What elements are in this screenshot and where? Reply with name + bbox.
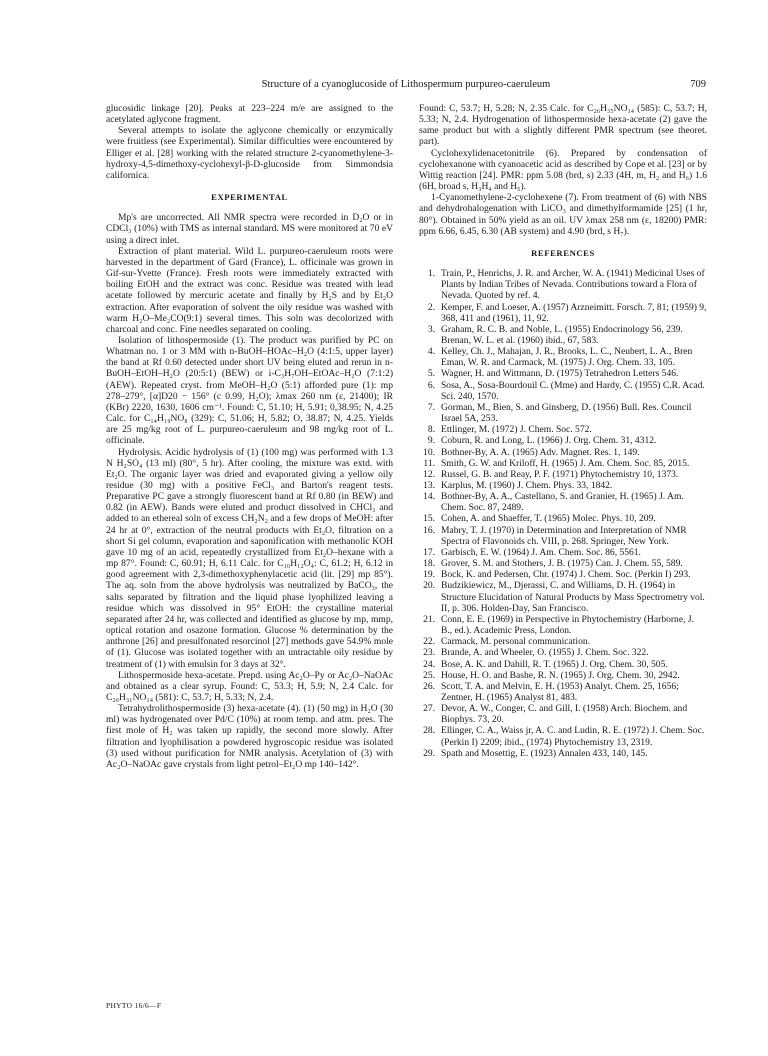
reference-item	[419, 302, 707, 324]
reference-item	[419, 725, 707, 747]
reference-item	[419, 380, 707, 402]
reference-text: Smith, G. W. and Kriloff, H. (1965) J. Am. Chem. Soc. 85, 2015.	[441, 457, 690, 469]
experimental-paragraph: Isolation of lithospermoside (1). The product was purified by PC on Whatman no. 1 or 3 MM with n-BuOH–HOAc–H₂O (4:1:5, upper layer) the band at Rf 0.60 detected under short UV being eluted and rerun in n-BuOH–EtOH–H₂O (20:5:1) (BEW) or i-C₃H₇OH–EtOAc–H₂O (7:1:2) (AEW). Repeated cryst. from MeOH–H₂O (5:1) afforded pure (1): mp 278–279°, [α]D20 − 156° (c 0.99, H₂O); λmax 260 nm (ε, 21400); IR (KBr) 2220, 1630, 1606 cm⁻¹. Found: C, 51.10; H, 5.91; 0,38.95; N, 4.25 Calc. for C₁₄H₁₉NO₈ (329): C, 51.06; H, 5.82; O, 38.87; N, 4.25. Yields are 25 mg/kg root of L. purpureo-caeruleum and 98 mg/kg root of L. officinale.	[106, 334, 393, 447]
reference-number: 23.	[423, 647, 435, 659]
experimental-paragraph: Tetrahydrolithospermoside (3) hexa-acetate (4). (1) (50 mg) in H₂O (30 ml) was hydrogenated over Pd/C (10%) at room temp. and atm. pres. The first mole of H₂ was taken up rapidly, the second more slowly. After filtration and lyophilisation a powdered hygroscopic residue was isolated (3) used without purification for NMR analysis. Acetylation of (3) with Ac₂O–NaOAc gave crystals from light petrol–Et₂O mp 140–142°.	[106, 703, 393, 770]
reference-number: 28.	[423, 725, 435, 737]
reference-text: Conn, E. E. (1969) in Perspective in Phytochemistry (Harborne, J. B., ed.). Academic Press, London.	[441, 613, 694, 637]
experimental-paragraph: Extraction of plant material. Wild L. purpureo-caeruleum roots were harvested in the department of Gard (France), L. officinale was grown in Gif-sur-Yvette (France). Fresh roots were immediately extracted with boiling EtOH and the extract was conc. Residue was treated with lead acetate followed by mercuric acetate and finally by H₂S and by Et₂O extraction. After evaporation of solvent the oily residue was washed with warm H₂O–Me₂CO(9:1) several times. This soln was decolorized with charcoal and conc. Fine needles separated on cooling.	[106, 245, 393, 335]
reference-number: 27.	[423, 703, 435, 715]
reference-text: Spath and Mosettig, E. (1923) Annalen 433, 140, 145.	[441, 747, 648, 759]
reference-number: 11.	[423, 457, 435, 469]
reference-number: 10.	[423, 446, 435, 458]
reference-text: Ettlinger, M. (1972) J. Chem. Soc. 572.	[441, 424, 592, 436]
reference-list	[419, 268, 707, 759]
reference-text: Kemper, F. and Loeser, A. (1957) Arzneimitt. Forsch. 7, 81; (1959) 9, 368, 411 and (1961), 11, 92.	[441, 301, 707, 324]
reference-number: 14.	[423, 491, 435, 503]
body-paragraph: glucosidic linkage [20]. Peaks at 223–224 m/e are assigned to the acetylated aglycone fragment.	[106, 103, 393, 126]
reference-item	[419, 491, 707, 513]
reference-item	[419, 580, 707, 613]
reference-number: 2.	[427, 301, 435, 313]
reference-number: 22.	[423, 636, 435, 648]
reference-item	[419, 447, 707, 458]
reference-item	[419, 402, 707, 424]
reference-item	[419, 268, 707, 301]
reference-item	[419, 681, 707, 703]
reference-number: 7.	[427, 401, 435, 413]
reference-number: 15.	[423, 513, 435, 525]
reference-number: 6.	[427, 379, 435, 391]
reference-number: 25.	[423, 669, 435, 681]
reference-item	[419, 513, 707, 524]
footer-code: PHYTO 16/6—F	[106, 1001, 162, 1010]
references-heading: REFERENCES	[531, 247, 595, 258]
reference-item	[419, 647, 707, 658]
experimental-heading: EXPERIMENTAL	[211, 192, 288, 203]
reference-number: 9.	[427, 435, 435, 447]
reference-number: 13.	[423, 480, 435, 491]
reference-item	[419, 558, 707, 569]
reference-item	[419, 424, 707, 435]
reference-text: Russel, G. B. and Reay, P. F. (1971) Phytochemistry 10, 1373.	[441, 468, 679, 480]
reference-item	[419, 525, 707, 547]
reference-number: 17.	[423, 546, 435, 558]
body-paragraph: 1-Cyanomethylene-2-cyclohexene (7). From treatment of (6) with NBS and dehydrohalogenation with LiCO₃ and dimethylformamide [25] (1 hr, 80°). Obtained in 50% yield as an oil. UV λmax 258 nm (ε, 18200) PMR: ppm 6.66, 6.45, 6.30 (AB system) and 4.90 (brd, s H₇).	[419, 192, 707, 237]
reference-item	[419, 703, 707, 725]
reference-text: Devor, A. W., Conger, C. and Gill, I. (1958) Arch. Biochem. and Biophys. 73, 20.	[441, 703, 688, 726]
reference-text: Graham, R. C. B. and Noble, L. (1955) Endocrinology 56, 239. Brenan, W. L. et al. (1960) ibid., 67, 583.	[441, 323, 683, 346]
reference-number: 20.	[423, 580, 435, 592]
reference-text: Garbisch, E. W. (1964) J. Am. Chem. Soc. 86, 5561.	[441, 546, 641, 558]
reference-item	[419, 748, 707, 759]
body-paragraph: Found: C, 53.7; H, 5.28; N, 2.35 Calc. for C₂₆H₃₅NO₁₄ (585): C, 53.7; H, 5.33; N, 2.4. Hydrogenation of lithospermoside hexa-acetate (2) gave the same product but with a slightly different PMR spectrum (see theoret. part).	[419, 103, 707, 148]
reference-item	[419, 435, 707, 446]
reference-text: Wagner, H. and Wittmann, D. (1975) Tetrahedron Letters 546.	[441, 368, 679, 380]
running-header	[106, 79, 706, 93]
experimental-paragraph: Lithospermoside hexa-acetate. Prepd. using Ac₂O–Py or Ac₂O–NaOAc and obtained as a clear syrup. Found: C, 53.3; H, 5.9; N, 2.4 Calc. for C₂₆H₃₁NO₁₄ (581): C, 53.7; H, 5.33; N, 2.4.	[106, 669, 393, 703]
reference-text: Gorman, M., Bien, S. and Ginsberg, D. (1956) Bull. Res. Council Israel 5A, 253.	[441, 401, 692, 425]
reference-number: 5.	[427, 368, 435, 380]
reference-number: 4.	[427, 346, 435, 358]
reference-text: House, H. O. and Bashe, R. N. (1965) J. Org. Chem. 30, 2942.	[441, 669, 680, 681]
body-paragraph: Several attempts to isolate the aglycone chemically or enzymically were fruitless (see Experimental). Similar difficulties were encountered by Elliger et al. [28] working with the related structure 2-cyanomethylene-3-hydroxy-4,5-dimethoxy-cyclohexyl-β-D-glucoside from Simmondsia californica.	[106, 125, 393, 181]
reference-item	[419, 659, 707, 670]
left-column	[106, 103, 393, 770]
reference-text: Train, P., Henrichs, J. R. and Archer, W. A. (1941) Medicinal Uses of Plants by Indian Tribes of Nevada. Contributions toward a Flora of Nevada. Quoted by ref. 4.	[441, 268, 705, 302]
experimental-paragraph: Hydrolysis. Acidic hydrolysis of (1) (100 mg) was performed with 1.3 N H₂SO₄ (13 ml) (80°, 5 hr). After cooling, the mixture was extd. with Et₂O. The organic layer was dried and evaporated giving a yellow oily residue (30 mg) with a positive FeCl₃ and Barton's reagent tests. Preparative PC gave a strongly fluorescent band at Rf 0.80 (in BEW) and 0.82 (in AEW). Bands were eluted and product dissolved in CHCl₃ and added to an ethereal soln of excess CH₂N₂ and a few drops of MeOH: after 24 hr at 0°, extraction of the neutral products with Et₂O, filtration on a short Si gel column, evaporation and saponification with methanolic KOH gave 10 mg of an acid, repeatedly crystallized from Et₂O–hexane with a mp 87°. Found: C, 60.91; H, 6.11 Calc. for C₁₀H₁₂O₄: C, 61.2; H, 6.12 in good agreement with 2,3-dimethoxyphenylacetic acid (lit. [29] mp 85°). The aq. soln from the above hydrolysis was neutralized by BaCO₃, the salts separated by filtration and the liquid phase lyophilized leaving a residue which was dissolved in 95° EtOH: the crystalline material separated after 24 hr, was collected and identified as glucose by mp, mmp, optical rotation and osazone formation. Glucose % determination by the anthrone [26] and presulfonated resorcinol [27] methods gave 54.9% mole of (1). Glucose was isolated together with an untractable oily residue by treatment of (1) with emulsin for 3 days at 32°.	[106, 446, 393, 670]
reference-item	[419, 368, 707, 379]
reference-item	[419, 614, 707, 636]
body-paragraph: Cyclohexylidenacetonitrile (6). Prepared by condensation of cyclohexanone with cyanoacetic acid as described by Cope et al. [23] or by Wittig reaction [24]. PMR: ppm 5.08 (brd, s) 2.33 (4H, m, H₂ and H₆) 1.6 (6H, broad s, H₃H₄ and H₅).	[419, 147, 707, 193]
reference-number: 19.	[423, 569, 435, 581]
reference-number: 24.	[423, 658, 435, 670]
reference-item	[419, 636, 707, 647]
reference-text: Carmack, M. personal communication.	[441, 636, 590, 648]
reference-number: 21.	[423, 613, 435, 625]
reference-text: Bothner-By, A. A. (1965) Adv. Magnet. Res. 1, 149.	[441, 446, 640, 458]
reference-item	[419, 569, 707, 580]
reference-number: 12.	[423, 468, 435, 480]
reference-item	[419, 469, 707, 480]
reference-number: 18.	[423, 558, 435, 570]
reference-item	[419, 324, 707, 346]
reference-number: 16.	[423, 524, 435, 536]
reference-text: Cohen, A. and Shaeffer, T. (1965) Molec. Phys. 10, 209.	[441, 513, 656, 525]
reference-item	[419, 480, 707, 491]
reference-item	[419, 346, 707, 368]
page-number: 709	[690, 79, 706, 90]
experimental-paragraph: Mp's are uncorrected. All NMR spectra were recorded in D₂O or in CDCl₃ (10%) with TMS as internal standard. MS were monitored at 70 eV using a direct inlet.	[106, 212, 393, 246]
reference-number: 29.	[423, 747, 435, 759]
reference-item	[419, 547, 707, 558]
running-title: Structure of a cyanoglucoside of Lithospermum purpureo-caeruleum	[261, 79, 551, 90]
reference-item	[419, 670, 707, 681]
reference-text: Budzikiewicz, M., Djerassi, C. and Williams, D. H. (1964) in Structure Elucidation of Natural Products by Mass Spectrometry vol. II, p. 306. Holden-Day, San Francisco.	[441, 580, 705, 614]
reference-number: 26.	[423, 680, 435, 692]
reference-text: Kelley, Ch. J., Mahajan, J. R., Brooks, L. C., Neubert, L. A., Bren Eman, W. R. and Carmack, M. (1975) J. Org. Chem. 33, 105.	[441, 346, 693, 369]
reference-number: 3.	[427, 323, 435, 335]
reference-text: Bothner-By, A. A., Castellano, S. and Granier, H. (1965) J. Am. Chem. Soc. 87, 2489.	[441, 491, 684, 514]
reference-text: Bose, A. K. and Dahill, R. T. (1965) J. Org. Chem. 30, 505.	[441, 658, 668, 670]
reference-text: Mabry, T. J. (1970) in Determination and Interpretation of NMR Spectra of Flavonoids ch. VIII, p. 268. Springer, New York.	[441, 524, 687, 547]
reference-number: 8.	[427, 424, 435, 436]
reference-text: Ellinger, C. A., Waiss jr, A. C. and Ludin, R. E. (1972) J. Chem. Soc. (Perkin I) 2209; ibid., (1974) Phytochemistry 13, 2319.	[441, 725, 705, 748]
reference-text: Grover, S. M. and Stothers, J. B. (1975) Can. J. Chem. 55, 589.	[441, 558, 683, 570]
reference-text: Bock, K. and Pedersen, Chr. (1974) J. Chem. Soc. (Perkin I) 293.	[441, 569, 691, 581]
reference-text: Sosa, A., Sosa-Bourdouil C. (Mme) and Hardy, C. (1955) C.R. Acad. Sci. 240, 1570.	[441, 379, 705, 402]
reference-number: 1.	[427, 268, 435, 280]
reference-text: Karplus, M. (1960) J. Chem. Phys. 33, 1842.	[441, 480, 613, 491]
right-column	[419, 103, 707, 759]
reference-item	[419, 458, 707, 469]
reference-text: Brande, A. and Wheeler, O. (1955) J. Chem. Soc. 322.	[441, 647, 649, 659]
reference-text: Scott, T. A. and Melvin, E. H. (1953) Analyt. Chem. 25, 1656; Zentner, H. (1965) Analyst 81, 483.	[441, 680, 679, 703]
reference-text: Coburn, R. and Long, L. (1966) J. Org. Chem. 31, 4312.	[441, 435, 657, 447]
